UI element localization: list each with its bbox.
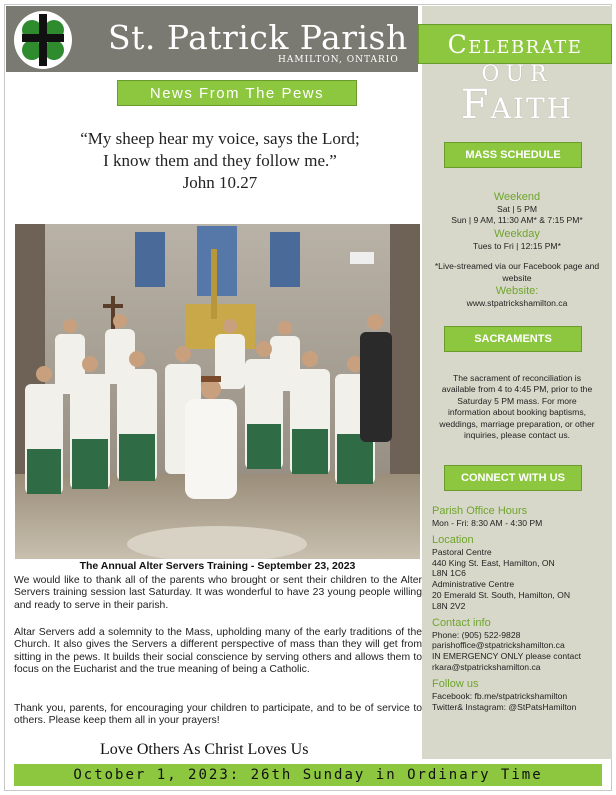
weekend-sat: Sat | 5 PM [497, 204, 537, 214]
pastoral-address-1: 440 King St. East, Hamilton, ON [432, 557, 555, 568]
follow-label: Follow us [432, 677, 479, 690]
admin-address-1: 20 Emerald St. South, Hamilton, ON [432, 589, 571, 600]
office-hours-label: Parish Office Hours [432, 505, 528, 517]
weekend-sun: Sun | 9 AM, 11:30 AM* & 7:15 PM* [451, 215, 583, 226]
quote-reference: John 10.27 [182, 173, 258, 192]
admin-centre: Administrative Centre [432, 579, 515, 590]
celebrate-label: Celebrate [447, 29, 583, 59]
photo-caption: The Annual Alter Servers Training - September 23, 2023 [79, 560, 356, 572]
emergency-email-link[interactable]: rkara@stpatrickshamilton.ca [432, 661, 541, 672]
location-label: Location [432, 533, 474, 546]
connect-block [432, 504, 608, 712]
livestream-note: *Live-streamed via our Facebook page and website [434, 261, 600, 283]
sacraments-heading [444, 326, 582, 352]
emergency-note: IN EMERGENCY ONLY please contact [432, 651, 582, 662]
office-hours: Mon - Fri: 8:30 AM - 4:30 PM [432, 518, 543, 528]
mass-schedule-heading [444, 142, 582, 168]
sacraments-text: The sacrament of reconciliation is available from 4 to 4:45 PM, prior to the Saturday 5 PM mass. For more information about booking baptisms, weddings, marriage preparation, or other inquiries, please contact us. [439, 373, 595, 441]
mass-schedule-heading-label: MASS SCHEDULE [465, 149, 561, 161]
mass-schedule-block [422, 190, 612, 309]
weekday-label: Weekday [494, 227, 540, 240]
pastoral-address-2: L8N 1C6 [432, 568, 466, 579]
parish-city: HAMILTON, ONTARIO [278, 55, 399, 65]
parish-name: St. Patrick Parish [108, 18, 408, 57]
news-banner-label: News From The Pews [149, 84, 325, 102]
pastoral-centre: Pastoral Centre [432, 546, 492, 557]
scripture-quote [40, 128, 400, 194]
connect-heading [444, 465, 582, 491]
our-label: OUR [481, 62, 553, 87]
closing-line: Love Others As Christ Loves Us [100, 741, 309, 758]
article-paragraph-1: We would like to thank all of the parents who brought or sent their children to the Alter Servers training session last Saturday. It was wonderful to have 23 young people willing and ready to serve in their parish. [14, 575, 422, 611]
phone[interactable]: Phone: (905) 522-9828 [432, 629, 521, 640]
admin-address-2: L8N 2V2 [432, 600, 466, 611]
faith-label: Faith [460, 82, 574, 128]
weekday-times: Tues to Fri | 12:15 PM* [473, 240, 561, 251]
shamrock-cross-logo-icon [8, 10, 78, 70]
connect-heading-label: CONNECT WITH US [461, 472, 565, 484]
celebrate-banner [418, 24, 612, 64]
facebook-link[interactable]: Facebook: fb.me/stpatrickshamilton [432, 690, 568, 701]
email-link[interactable]: parishoffice@stpatrickshamilton.ca [432, 640, 565, 651]
footer-date-line: October 1, 2023: 26th Sunday in Ordinary Time [73, 767, 543, 783]
weekend-label: Weekend [493, 191, 541, 203]
contact-label: Contact info [432, 616, 491, 629]
sacraments-heading-label: SACRAMENTS [474, 333, 552, 345]
quote-line-1: “My sheep hear my voice, says the Lord; [80, 129, 360, 148]
website-link[interactable]: www.stpatrickshamilton.ca [466, 298, 568, 309]
news-banner [117, 80, 357, 106]
article-paragraph-3: Thank you, parents, for encouraging your children to participate, and to be of service to others. Please keep them all in your prayers! [14, 703, 422, 727]
altar-servers-photo [15, 224, 420, 559]
quote-line-2: I know them and they follow me.” [103, 151, 337, 170]
twitter-instagram-link[interactable]: Twitter& Instagram: @StPatsHamilton [432, 701, 577, 712]
footer-band [14, 764, 602, 786]
article-paragraph-2: Altar Servers add a solemnity to the Mass, upholding many of the early traditions of the Church. It also gives the Servers a different perspective of mass than they will get from sitting in the pews. It builds their social conscience by serving others and allows them to focus on the Eucharist and the true meaning of being a Catholic. [14, 627, 422, 676]
website-label: Website: [495, 285, 539, 298]
